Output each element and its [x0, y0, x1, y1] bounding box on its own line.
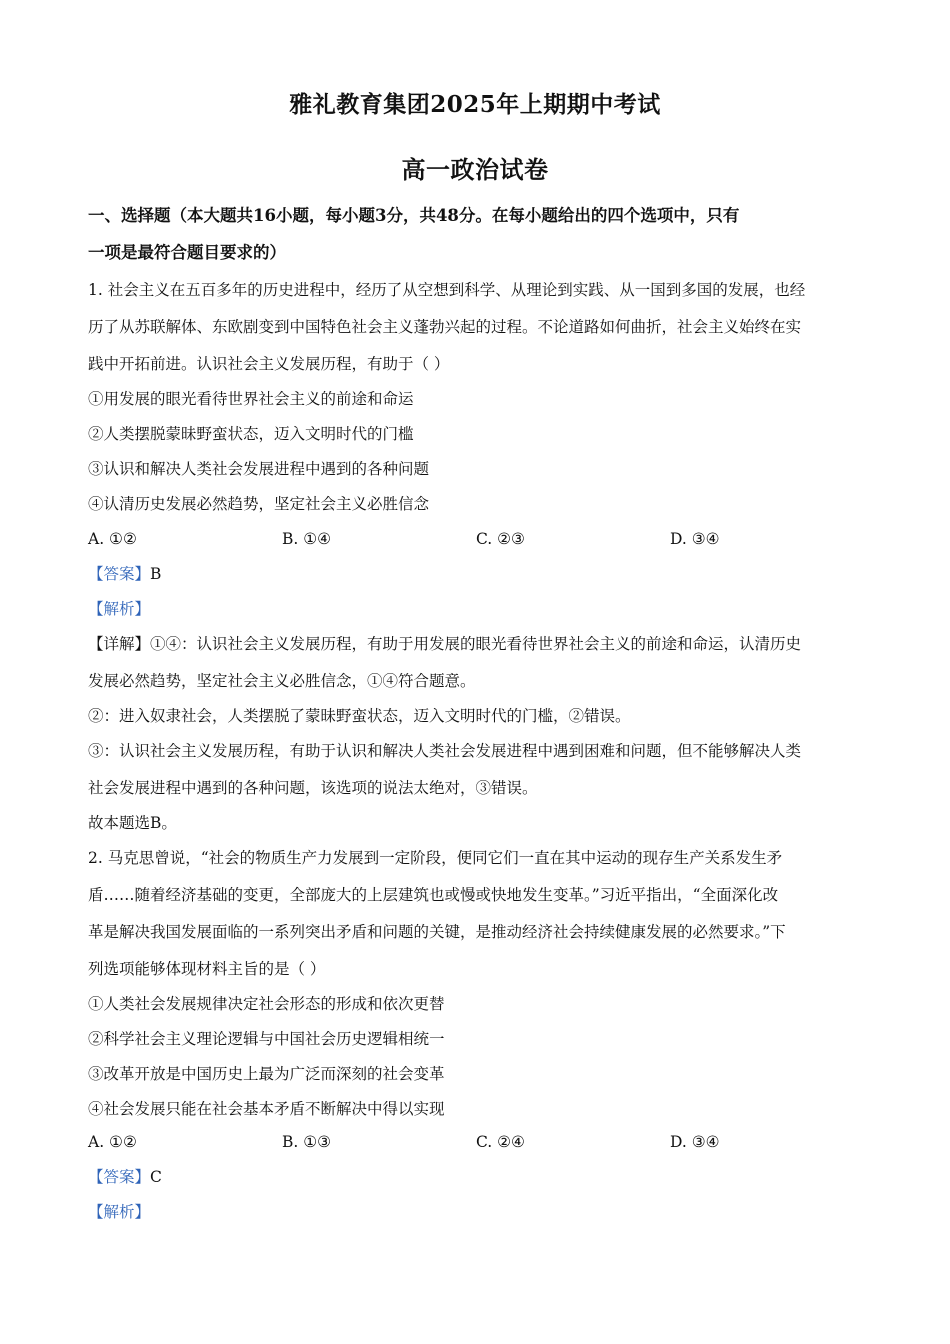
q1-detail-text: ①④：认识社会主义发展历程，有助于用发展的眼光看待世界社会主义的前途和命运，认清历史 [150, 635, 802, 653]
section-heading-line1: 一、选择题（本大题共16小题，每小题3分，共48分。在每小题给出的四个选项中，只有 [88, 206, 740, 225]
section-heading-line2: 一项是最符合题目要求的） [88, 243, 286, 262]
q2-item: ④社会发展只能在社会基本矛盾不断解决中得以实现 [88, 1100, 445, 1118]
q1-option-c: C. ②③ [476, 530, 525, 548]
q1-analysis-line [88, 599, 868, 619]
q1-detail-line: 社会发展进程中遇到的各种问题，该选项的说法太绝对，③错误。 [88, 779, 538, 797]
q1-item: ①用发展的眼光看待世界社会主义的前途和命运 [88, 390, 414, 408]
q1-item: ④认清历史发展必然趋势，坚定社会主义必胜信念 [88, 495, 430, 513]
q1-stem-line: 践中开拓前进。认识社会主义发展历程，有助于（ ） [88, 355, 450, 373]
q1-option-a: A. ①② [88, 530, 137, 548]
q1-option-b: B. ①④ [282, 530, 332, 548]
answer-tag: 【答案】 [88, 1168, 151, 1186]
q1-detail-line: 故本题选B。 [88, 814, 177, 832]
q2-stem-line: 盾……随着经济基础的变更，全部庞大的上层建筑也或慢或快地发生变革。”习近平指出，“全面深化改 [88, 886, 779, 904]
q1-answer-value: B [150, 565, 162, 583]
detail-tag: 【详解】 [88, 635, 151, 653]
q1-stem-line: 1. 社会主义在五百多年的历史进程中，经历了从空想到科学、从理论到实践、从一国到多国的发展，也经 [88, 281, 806, 299]
q2-item: ②科学社会主义理论逻辑与中国社会历史逻辑相统一 [88, 1030, 445, 1048]
q2-item: ③改革开放是中国历史上最为广泛而深刻的社会变革 [88, 1065, 445, 1083]
q2-answer-value: C [150, 1168, 162, 1186]
q1-detail-line: ③：认识社会主义发展历程，有助于认识和解决人类社会发展进程中遇到困难和问题，但不能够解决人类 [88, 742, 802, 760]
q2-option-b: B. ①③ [282, 1133, 332, 1151]
q2-stem-line: 列选项能够体现材料主旨的是（ ） [88, 960, 326, 978]
q2-item: ①人类社会发展规律决定社会形态的形成和依次更替 [88, 995, 445, 1013]
q2-stem-line: 2. 马克思曾说，“社会的物质生产力发展到一定阶段，便同它们一直在其中运动的现存生产关系发生矛 [88, 849, 783, 867]
q1-answer-line [88, 564, 868, 584]
q1-option-d: D. ③④ [670, 530, 720, 548]
q2-stem-line: 革是解决我国发展面临的一系列突出矛盾和问题的关键，是推动经济社会持续健康发展的必然要求。”下 [88, 923, 786, 941]
analysis-tag: 【解析】 [88, 1203, 151, 1221]
q1-detail-line: 发展必然趋势，坚定社会主义必胜信念，①④符合题意。 [88, 672, 476, 690]
q1-detail-line: ②：进入奴隶社会，人类摆脱了蒙昧野蛮状态，迈入文明时代的门槛，②错误。 [88, 707, 631, 725]
q1-item: ②人类摆脱蒙昧野蛮状态，迈入文明时代的门槛 [88, 425, 414, 443]
answer-tag: 【答案】 [88, 565, 151, 583]
q1-stem-line: 历了从苏联解体、东欧剧变到中国特色社会主义蓬勃兴起的过程。不论道路如何曲折，社会主义始终在实 [88, 318, 802, 336]
analysis-tag: 【解析】 [88, 600, 151, 618]
q2-option-c: C. ②④ [476, 1133, 525, 1151]
q2-option-a: A. ①② [88, 1133, 137, 1151]
exam-subtitle: 高一政治试卷 [401, 155, 549, 184]
exam-title: 雅礼教育集团2025年上期期中考试 [289, 91, 661, 118]
q2-option-d: D. ③④ [670, 1133, 720, 1151]
q1-detail-line [88, 634, 868, 654]
q2-answer-line [88, 1167, 868, 1187]
q1-item: ③认识和解决人类社会发展进程中遇到的各种问题 [88, 460, 430, 478]
q2-analysis-line [88, 1202, 868, 1222]
